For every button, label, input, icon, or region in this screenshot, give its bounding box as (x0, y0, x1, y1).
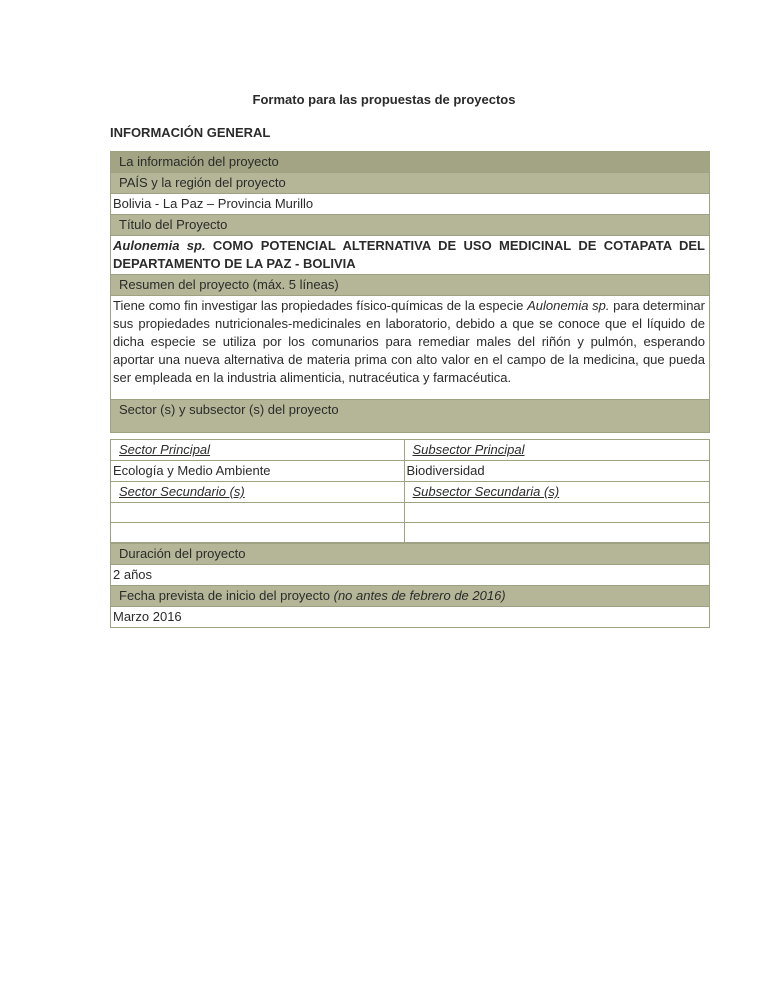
summary-text-part2: para determinar sus propiedades nutricionales-medicinales en laboratorio, debido a que se conoce que el líquido de dicha especie se utiliza por los comunarios para remediar males del riñón y pulmón, esperando aportar una nueva alternativa de materia prima con alto valor en el campo de la medicina, que pueda ser empleada en la industria alimenticia, nutracéutica y farmacéutica. (113, 298, 705, 385)
table-row (111, 275, 710, 296)
sector-secondary-empty-cell (111, 523, 405, 543)
summary-label-band: Resumen del proyecto (máx. 5 líneas) (111, 275, 710, 296)
summary-trailing-space (113, 387, 705, 398)
project-title-species: Aulonemia sp. (113, 238, 206, 253)
table-row (111, 440, 710, 461)
sector-secundario-header-cell (111, 482, 405, 503)
subsector-secundaria-header-cell (404, 482, 710, 503)
start-date-label-band (111, 586, 710, 607)
title-label-band: Título del Proyecto (111, 215, 710, 236)
table-row (111, 194, 710, 215)
document-title: Formato para las propuestas de proyectos (252, 92, 516, 107)
sector-subsector-table (110, 439, 710, 543)
table-row (111, 586, 710, 607)
start-date-value-cell: Marzo 2016 (111, 607, 710, 628)
table-row (111, 503, 710, 523)
duration-value-cell: 2 años (111, 565, 710, 586)
subsector-secundaria-header: Subsector Secundaria (s) (412, 484, 560, 499)
subsector-principal-header-cell (404, 440, 710, 461)
subsector-principal-value-cell: Biodiversidad (404, 461, 710, 482)
summary-species: Aulonemia sp. (527, 298, 610, 313)
subsector-principal-header: Subsector Principal (412, 442, 525, 457)
table-row (111, 523, 710, 543)
project-title-rest: COMO POTENCIAL ALTERNATIVA DE USO MEDICINAL DE COTAPATA DEL DEPARTAMENTO DE LA PAZ - BOLIVIA (113, 238, 705, 271)
table-row (111, 482, 710, 503)
sector-principal-value-cell: Ecología y Medio Ambiente (111, 461, 405, 482)
table-row (111, 215, 710, 236)
sector-principal-header: Sector Principal (119, 442, 211, 457)
schedule-table (110, 543, 710, 628)
table-row (111, 544, 710, 565)
table-row (111, 296, 710, 400)
start-date-label: Fecha prevista de inicio del proyecto (119, 588, 334, 603)
duration-label-band: Duración del proyecto (111, 544, 710, 565)
summary-text-part1: Tiene como fin investigar las propiedades físico-químicas de la especie (113, 298, 528, 313)
country-value-cell: Bolivia - La Paz – Provincia Murillo (111, 194, 710, 215)
sector-section-band: Sector (s) y subsector (s) del proyecto (111, 400, 710, 433)
table-row (111, 152, 710, 173)
country-label-band: PAÍS y la región del proyecto (111, 173, 710, 194)
table-row (111, 607, 710, 628)
project-info-table (110, 151, 710, 433)
table-row (111, 236, 710, 275)
section-heading-informacion-general: INFORMACIÓN GENERAL (110, 125, 271, 140)
sector-secondary-empty-cell (111, 503, 405, 523)
table-row (111, 565, 710, 586)
document-body (110, 151, 710, 628)
project-title-cell (111, 236, 710, 275)
table-row (111, 173, 710, 194)
sector-principal-header-cell (111, 440, 405, 461)
sector-secundario-header: Sector Secundario (s) (119, 484, 245, 499)
start-date-label-note: (no antes de febrero de 2016) (333, 588, 506, 603)
table-row (111, 400, 710, 433)
info-section-band: La información del proyecto (111, 152, 710, 173)
subsector-secondary-empty-cell (404, 503, 710, 523)
table-row (111, 461, 710, 482)
summary-cell (111, 296, 710, 400)
subsector-secondary-empty-cell (404, 523, 710, 543)
